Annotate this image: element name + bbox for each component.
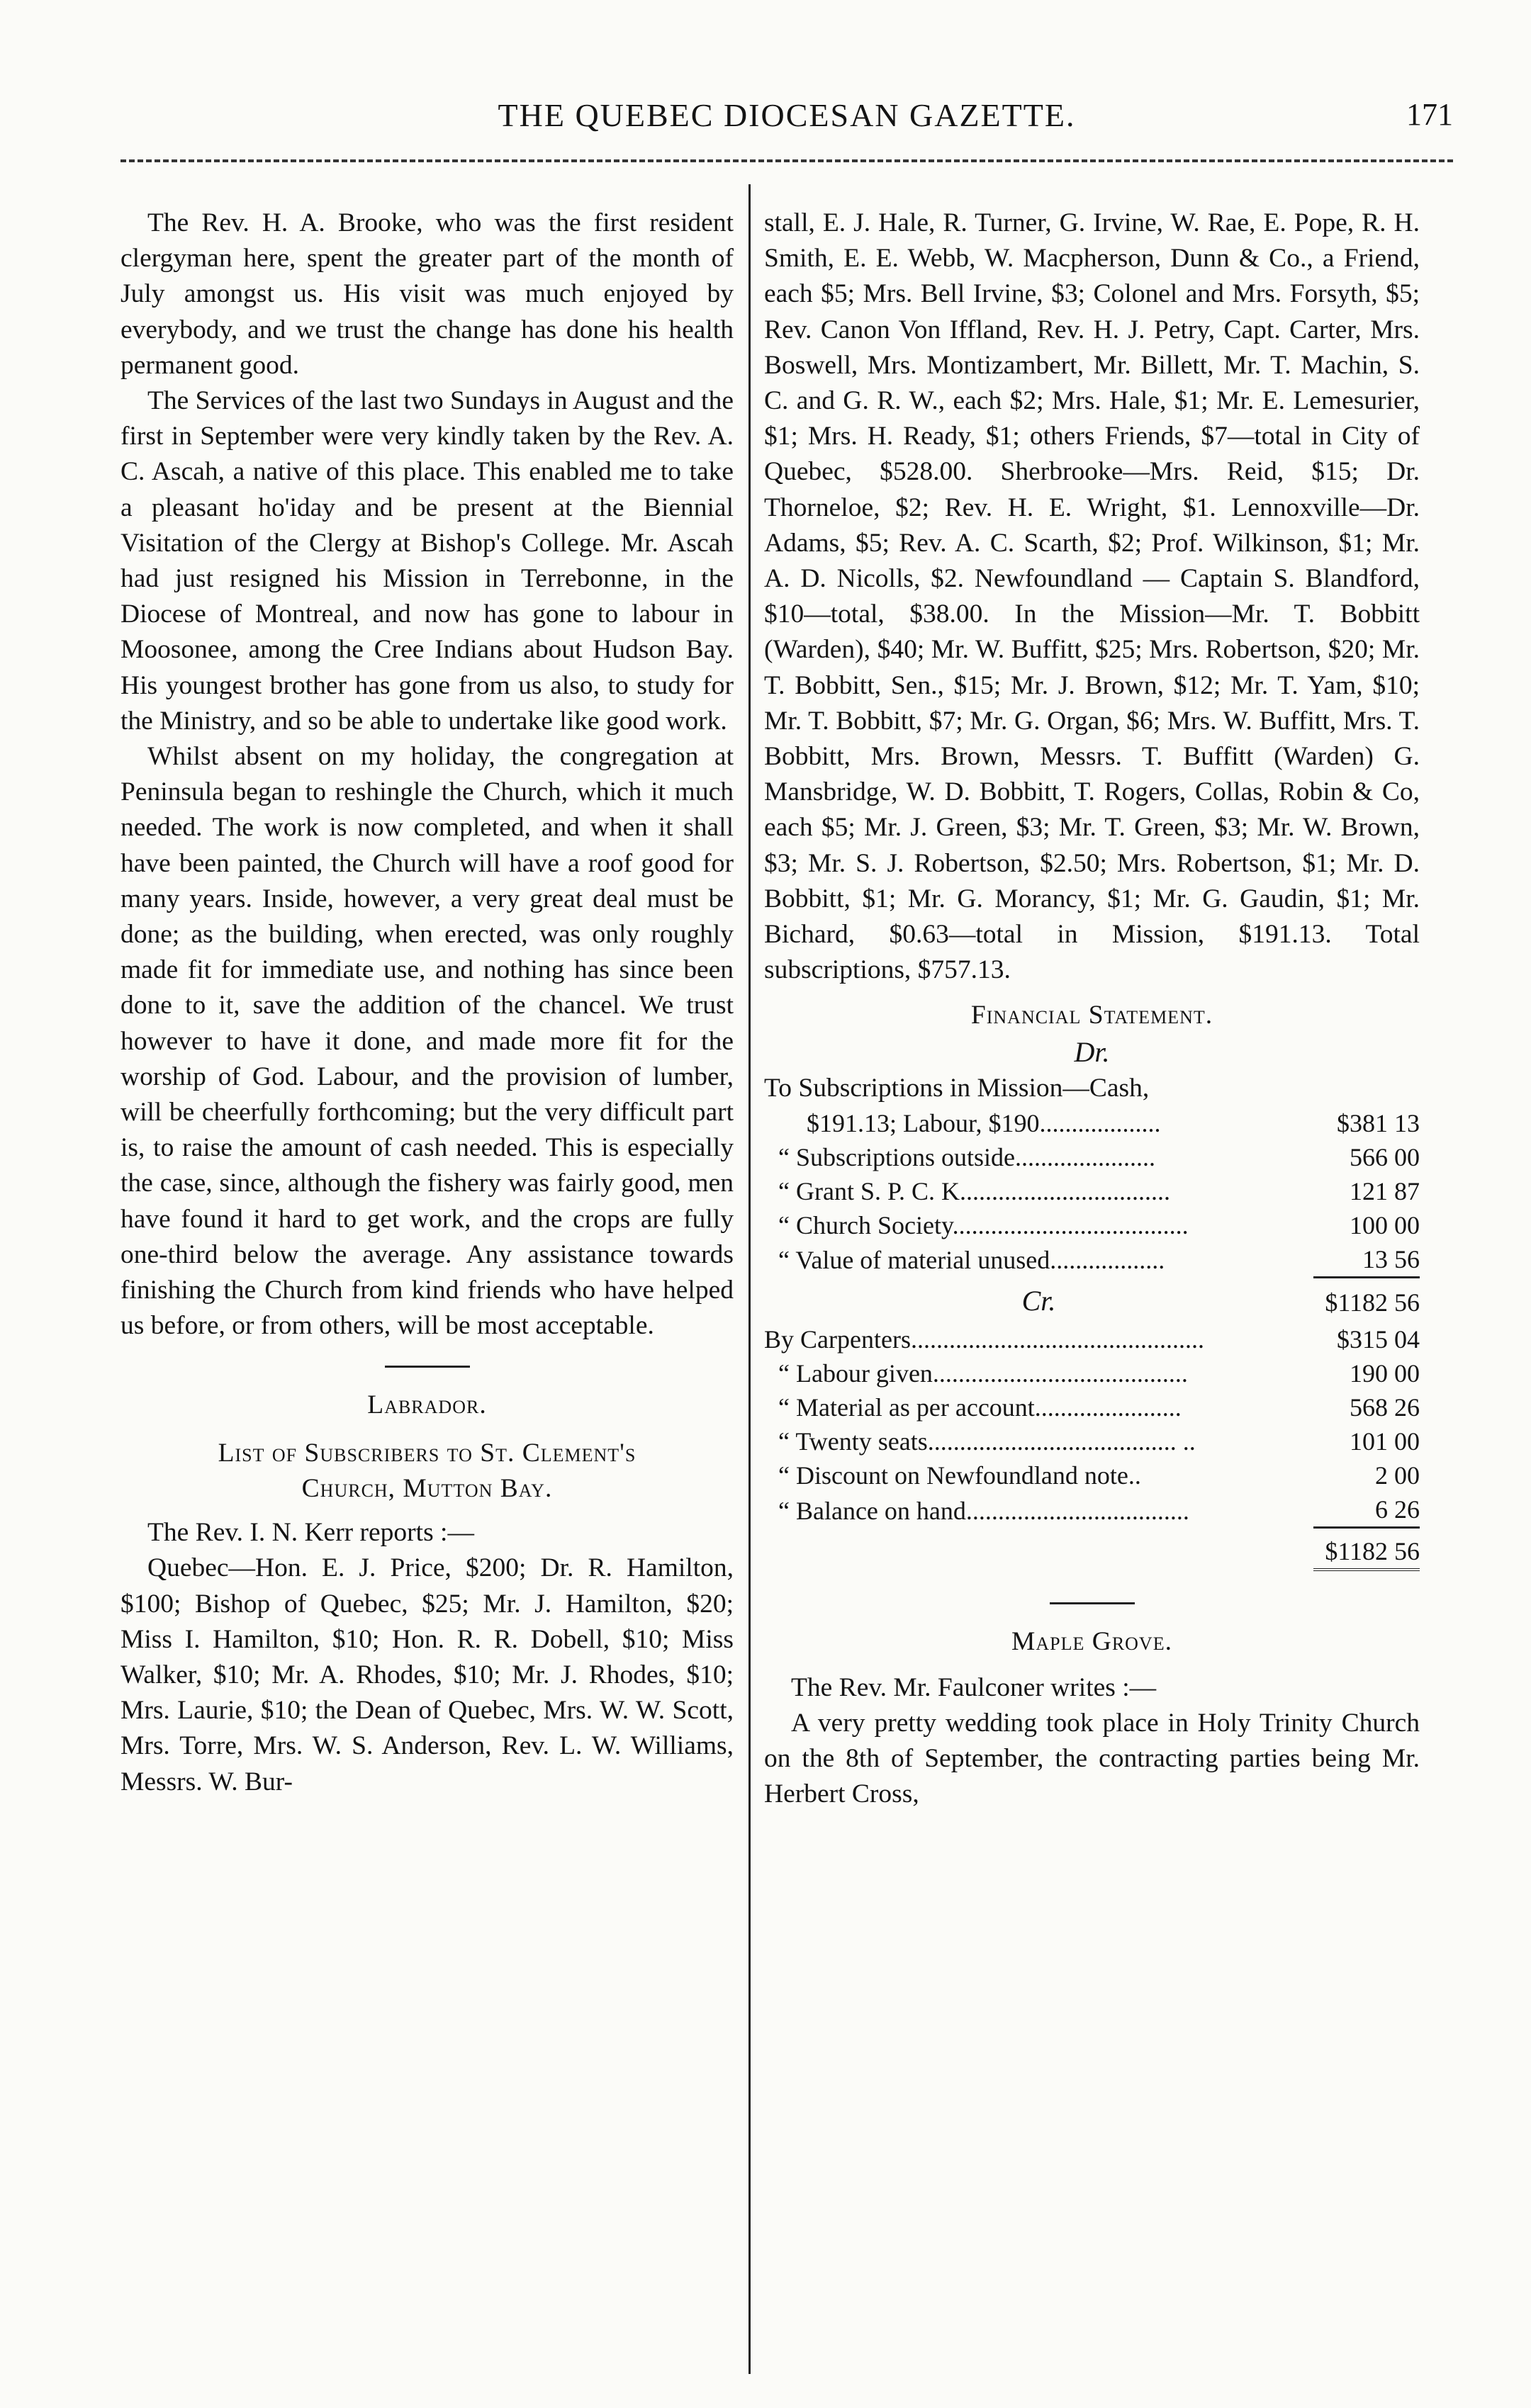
debit-row <box>764 1208 1420 1242</box>
credit-row-amount: $315 04 <box>1337 1325 1420 1354</box>
debit-row-amount: 121 87 <box>1350 1176 1420 1205</box>
debit-table <box>764 1106 1420 1320</box>
debit-row <box>764 1174 1420 1208</box>
page-header <box>120 94 1453 143</box>
credit-row-label: “ Discount on Newfoundland note.. <box>778 1461 1141 1490</box>
paragraph-church-reshingle: Whilst absent on my holiday, the congregation at Peninsula began to reshingle the Church, which it much needed. The work is now completed, and when it shall have been painted, the Church will have a roof good for many years. Inside, however, a very great deal must be done; as the building, when erected, was only roughly made fit for immediate use, and nothing has since been done to it, save the addition of the chancel. We trust however to have it done, and made more fit for the worship of God. Labour, and the provision of lumber, will be cheerfully forthcoming; but the very difficult part is, to raise the amount of cash needed. This is especially the case, since, although the fishery was fairly good, men have found it hard to get work, and the crops are fully one-third below the average. Any assistance towards finishing the Church from kind friends who have helped us before, or from others, will be most acceptable. <box>120 742 734 1341</box>
reporter-line-faulconer: The Rev. Mr. Faulconer writes :— <box>791 1672 1157 1702</box>
section-divider <box>1050 1602 1135 1604</box>
debit-row-amount: 100 00 <box>1350 1210 1420 1239</box>
debit-intro: To Subscriptions in Mission—Cash, <box>764 1073 1150 1103</box>
credit-label: Cr. <box>1021 1285 1056 1317</box>
credit-row-label: By Carpenters.............................................. <box>764 1325 1204 1354</box>
right-column <box>764 206 1420 1812</box>
credit-row-amount: 190 00 <box>1350 1359 1420 1388</box>
credit-row-amount: 568 26 <box>1350 1393 1420 1422</box>
column-rule <box>748 184 751 2374</box>
credit-row <box>764 1492 1420 1528</box>
page-number: 171 <box>1406 97 1453 132</box>
section-divider <box>385 1366 470 1368</box>
debit-total: $1182 56 <box>1313 1277 1420 1320</box>
credit-row-label: “ Twenty seats....................................... .. <box>778 1427 1196 1456</box>
credit-table <box>764 1322 1420 1571</box>
debit-row <box>764 1106 1420 1140</box>
debit-row <box>764 1242 1420 1278</box>
wedding-paragraph: A very pretty wedding took place in Holy Trinity Church on the 8th of September, the contracting parties being Mr. Herbert Cross, <box>764 1708 1420 1809</box>
credit-row-label: “ Material as per account....................... <box>778 1393 1182 1422</box>
debit-row-amount: 566 00 <box>1350 1142 1420 1171</box>
header-rule <box>120 159 1453 162</box>
subscriber-list-heading-line-1: List of Subscribers to St. Clement's <box>218 1438 636 1468</box>
debit-row <box>764 1140 1420 1174</box>
reporter-line-kerr: The Rev. I. N. Kerr reports :— <box>147 1518 474 1548</box>
credit-row <box>764 1356 1420 1390</box>
financial-statement-heading: Financial Statement. <box>970 1001 1213 1030</box>
subscribers-list-start: Quebec—Hon. E. J. Price, $200; Dr. R. Hamilton, $100; Bishop of Quebec, $25; Mr. J. Hamilton, $20; Miss I. Hamilton, $10; Hon. R. R. Dobell, $10; Miss Walker, $10; Mr. A. Rhodes, $10; Mr. J. Rhodes, $10; Mrs. Laurie, $10; the Dean of Quebec, Mrs. W. W. Scott, Mrs. Torre, Mrs. W. S. Anderson, Rev. L. W. Williams, Messrs. W. Bur- <box>120 1553 734 1796</box>
credit-row <box>764 1458 1420 1492</box>
debit-row-label: “ Subscriptions outside...................... <box>778 1142 1155 1171</box>
debit-row-label: $191.13; Labour, $190................... <box>807 1108 1161 1137</box>
publication-title: THE QUEBEC DIOCESAN GAZETTE. <box>498 97 1076 133</box>
credit-total-row <box>764 1528 1420 1570</box>
section-heading-maple-grove: Maple Grove. <box>1011 1627 1172 1657</box>
debit-row-label: “ Value of material unused.................. <box>778 1246 1165 1275</box>
subscriber-list-heading-line-2: Church, Mutton Bay. <box>301 1473 553 1503</box>
credit-row-label: “ Balance on hand................................... <box>778 1496 1189 1525</box>
section-heading-labrador: Labrador. <box>367 1390 487 1419</box>
credit-total: $1182 56 <box>1313 1528 1420 1570</box>
credit-row-amount: 6 26 <box>1375 1495 1420 1524</box>
debit-label: Dr. <box>1074 1035 1110 1068</box>
credit-row <box>764 1390 1420 1424</box>
credit-row <box>764 1322 1420 1356</box>
debit-row-label: “ Church Society..................................... <box>778 1210 1189 1239</box>
subscribers-list-continued: stall, E. J. Hale, R. Turner, G. Irvine, W. Rae, E. Pope, R. H. Smith, E. E. Webb, W. Macpherson, Dunn & Co., a Friend, each $5; Mrs. Bell Irvine, $3; Colonel and Mrs. Forsyth, $5; Rev. Canon Von Iffland, Rev. H. J. Petry, Capt. Carter, Mrs. Boswell, Mrs. Montizambert, Mr. Billett, Mr. T. Machin, S. C. and G. R. W., each $2; Mrs. Hale, $1; Mr. E. Lemesurier, $1; Mrs. H. Ready, $1; others Friends, $7—total in City of Quebec, $528.00. Sherbrooke—Mrs. Reid, $15; Dr. Thorneloe, $2; Rev. H. E. Wright, $1. Lennoxville—Dr. Adams, $5; Rev. A. C. Scarth, $2; Prof. Wilkinson, $1; Mr. A. D. Nicolls, $2. Newfoundland — Captain S. Blandford, $10—total, $38.00. In the Mission—Mr. T. Bobbitt (Warden), $40; Mr. W. Buffitt, $25; Mrs. Robertson, $20; Mr. T. Bobbitt, Sen., $15; Mr. J. Brown, $12; Mr. T. Yam, $10; Mr. T. Bobbitt, $7; Mr. G. Organ, $6; Mrs. W. Buffitt, Mrs. T. Bobbitt, Mrs. Brown, Messrs. T. Buffitt (Warden) G. Mansbridge, W. D. Bobbitt, T. Rogers, Collas, Robin & Co, each $5; Mr. J. Green, $3; Mr. T. Green, $3; Mr. W. Brown, $3; Mr. S. J. Robertson, $2.50; Mrs. Robertson, $1; Mr. D. Bobbitt, $1; Mr. G. Morancy, $1; Mr. G. Gaudin, $1; Mr. Bichard, $0.63—total in Mission, $191.13. Total subscriptions, $757.13. <box>764 208 1420 985</box>
credit-row-amount: 101 00 <box>1350 1427 1420 1456</box>
paragraph-services: The Services of the last two Sundays in August and the first in September were very kindly taken by the Rev. A. C. Ascah, a native of this place. This enabled me to take a pleasant ho'iday and be present at the Biennial Visitation of the Clergy at Bishop's College. Mr. Ascah had just resigned his Mission in Terrebonne, in the Diocese of Montreal, and now has gone to labour in Moosonee, among the Cree Indians about Hudson Bay. His youngest brother has gone from us also, to study for the Ministry, and so be able to undertake like good work. <box>120 386 734 736</box>
paragraph-brooke-visit: The Rev. H. A. Brooke, who was the first resident clergyman here, spent the greater part of the month of July amongst us. His visit was much enjoyed by everybody, and we trust the change has done his health permanent good. <box>120 208 734 380</box>
credit-row-label: “ Labour given........................................ <box>778 1359 1188 1388</box>
debit-row-amount: 13 56 <box>1362 1244 1420 1273</box>
debit-total-row <box>764 1277 1420 1320</box>
credit-row <box>764 1424 1420 1458</box>
debit-row-label: “ Grant S. P. C. K................................. <box>778 1176 1171 1205</box>
left-column <box>120 206 734 1800</box>
credit-row-amount: 2 00 <box>1375 1461 1420 1490</box>
debit-row-amount: $381 13 <box>1337 1108 1420 1137</box>
